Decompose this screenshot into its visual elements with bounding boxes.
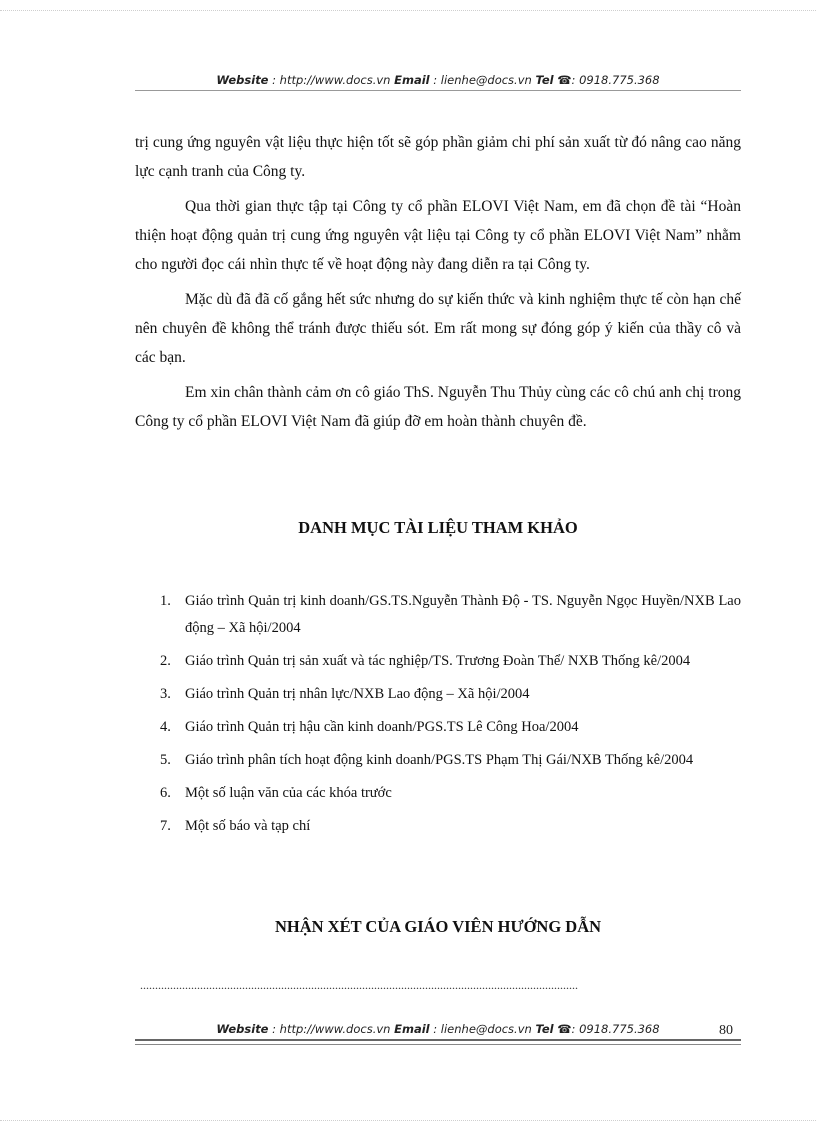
references-list-wrap	[135, 588, 741, 846]
page-footer	[135, 1022, 741, 1036]
phone-icon: ☎	[557, 73, 572, 87]
review-section	[135, 912, 741, 941]
dotted-writing-line: ..................................................................................................................................................	[140, 978, 578, 992]
paragraph-4: Em xin chân thành cảm ơn cô giáo ThS. Nguyễn Thu Thủy cùng các cô chú anh chị trong Công ty cổ phần ELOVI Việt Nam đã giúp đỡ em hoàn thành chuyên đề.	[135, 384, 741, 430]
footer-email-value: : lienhe@docs.vn	[429, 1022, 536, 1036]
footer-website-label: Website	[216, 1022, 269, 1036]
footer-email-label: Email	[394, 1022, 430, 1036]
header-email-value: : lienhe@docs.vn	[429, 73, 536, 87]
page-edge-bottom	[0, 1120, 816, 1121]
reference-item: 1. Giáo trình Quản trị kinh doanh/GS.TS.Nguyễn Thành Độ - TS. Nguyễn Ngọc Huyền/NXB Lao động – Xã hội/2004	[160, 593, 741, 636]
header-rule	[135, 90, 741, 91]
paragraph-2: Qua thời gian thực tập tại Công ty cổ phần ELOVI Việt Nam, em đã chọn đề tài “Hoàn thiện hoạt động quản trị cung ứng nguyên vật liệu tại Công ty cổ phần ELOVI Việt Nam” nhằm cho người đọc cái nhìn thực tế về hoạt động này đang diễn ra tại Công ty.	[135, 198, 741, 273]
reference-item: 3. Giáo trình Quản trị nhân lực/NXB Lao động – Xã hội/2004	[160, 686, 530, 702]
paragraph-1: trị cung ứng nguyên vật liệu thực hiện tốt sẽ góp phần giảm chi phí sản xuất từ đó nâng cao năng lực cạnh tranh của Công ty.	[135, 134, 741, 180]
header-email-label: Email	[394, 73, 430, 87]
footer-rule-thin	[135, 1044, 741, 1045]
footer-tel-label: Tel	[535, 1022, 554, 1036]
body-content	[135, 128, 741, 442]
reference-item: 5. Giáo trình phân tích hoạt động kinh doanh/PGS.TS Phạm Thị Gái/NXB Thống kê/2004	[160, 752, 694, 768]
page-number: 80	[719, 1023, 733, 1038]
footer-website-value: : http://www.docs.vn	[268, 1022, 395, 1036]
references-title: DANH MỤC TÀI LIỆU THAM KHẢO	[298, 518, 578, 537]
phone-icon: ☎	[557, 1022, 572, 1036]
references-section	[135, 513, 741, 542]
paragraph-3: Mặc dù đã đã cố gắng hết sức nhưng do sự kiến thức và kinh nghiệm thực tế còn hạn chế nên chuyên đề không thể tránh được thiếu sót. Em rất mong sự đóng góp ý kiến của thầy cô và các bạn.	[135, 291, 741, 366]
reference-item: 6. Một số luận văn của các khóa trước	[160, 785, 392, 801]
reference-item: 2. Giáo trình Quản trị sản xuất và tác nghiệp/TS. Trương Đoàn Thể/ NXB Thống kê/2004	[160, 653, 691, 669]
review-title: NHẬN XÉT CỦA GIÁO VIÊN HƯỚNG DẪN	[274, 917, 602, 936]
reference-item: 7. Một số báo và tạp chí	[160, 818, 311, 834]
reference-item: 4. Giáo trình Quản trị hậu cần kinh doanh/PGS.TS Lê Công Hoa/2004	[160, 719, 579, 735]
footer-rule-thick	[135, 1039, 741, 1041]
page-edge-top	[0, 10, 816, 11]
header-tel-value: : 0918.775.368	[571, 73, 660, 87]
references-list	[135, 588, 741, 840]
header-website-label: Website	[216, 73, 269, 87]
footer-tel-value: : 0918.775.368	[571, 1022, 660, 1036]
page-header	[135, 73, 741, 87]
header-tel-label: Tel	[535, 73, 554, 87]
header-website-value: : http://www.docs.vn	[268, 73, 395, 87]
